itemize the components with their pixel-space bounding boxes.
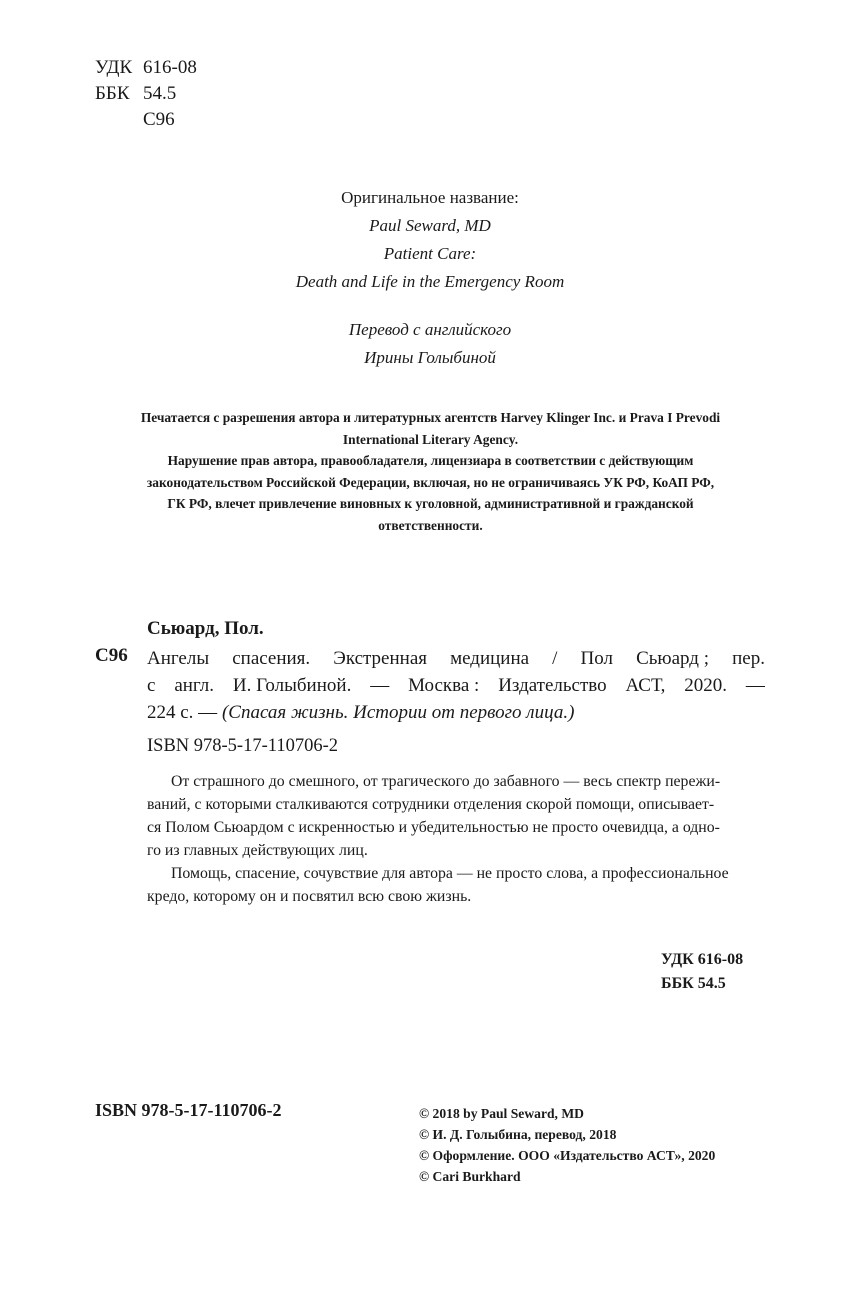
record-isbn: ISBN 978-5-17-110706-2 — [147, 736, 338, 756]
record-word: пер. — [732, 648, 765, 669]
original-title-line-1: Patient Care: — [383, 244, 477, 263]
udk-value: 616-08 — [143, 57, 197, 78]
record-word: спасения. — [232, 648, 311, 669]
record-description — [147, 645, 765, 726]
copyright-line: © 2018 by Paul Seward, MD — [419, 1106, 584, 1121]
udk-label: УДК — [95, 57, 133, 78]
record-word: — — [370, 675, 390, 696]
record-word: Издательство — [498, 675, 607, 696]
record-line-3 — [147, 699, 765, 726]
record-word: — — [745, 675, 765, 696]
abstract-line: кредо, которому он и посвятил всю свою жизнь. — [147, 888, 472, 905]
original-title-block — [0, 184, 845, 296]
legal-notice — [100, 407, 761, 537]
original-title-line-2: Death and Life in the Emergency Room — [295, 272, 565, 291]
record-word: Экстренная — [333, 648, 427, 669]
abstract-line: ваний, с которыми сталкиваются сотрудники отделения скорой помощи, описывает- — [147, 796, 715, 813]
copyright-line: © Оформление. ООО «Издательство АСТ», 2020 — [419, 1148, 716, 1163]
top-classification-codes — [95, 55, 197, 133]
record-word: АСТ, — [625, 675, 666, 696]
record-code: С96 — [95, 645, 128, 666]
record-word: с — [147, 675, 156, 696]
isbn-bottom: ISBN 978-5-17-110706-2 — [95, 1100, 282, 1120]
copyright-line: © Cari Burkhard — [419, 1169, 521, 1184]
legal-line: ГК РФ, влечет привлечение виновных к уголовной, административной и гражданской — [167, 496, 694, 512]
legal-line: ответственности. — [378, 517, 483, 533]
record-word: медицина — [450, 648, 530, 669]
record-line-2 — [147, 672, 765, 699]
abstract-line: От страшного до смешного, от трагического до забавного — весь спектр пережи- — [171, 773, 721, 790]
copyright-line: © И. Д. Голыбина, перевод, 2018 — [419, 1127, 617, 1142]
udk-row — [95, 55, 197, 81]
record-word: англ. — [174, 675, 214, 696]
record-word: Ангелы — [147, 648, 210, 669]
record-series: (Спасая жизнь. Истории от первого лица.) — [221, 702, 575, 723]
original-title-label: Оригинальное название: — [341, 188, 519, 207]
abstract-line: го из главных действующих лиц. — [147, 842, 368, 859]
record-author-heading: Сьюард, Пол. — [147, 618, 264, 639]
legal-line: Нарушение прав автора, правообладателя, лицензиара в соответствии с действующим — [167, 453, 694, 469]
record-pages: 224 с. — — [147, 702, 222, 723]
bbk-code: ББК 54.5 — [661, 975, 726, 992]
record-word: Москва : — [408, 675, 480, 696]
bbk-label: ББК — [95, 83, 130, 104]
record-word: Пол — [580, 648, 613, 669]
record-line-1 — [147, 645, 765, 672]
udk-code: УДК 616-08 — [661, 951, 744, 968]
translation-credit — [0, 316, 845, 372]
record-word: / — [552, 648, 558, 669]
translation-line-2: Ирины Голыбиной — [364, 348, 496, 367]
abstract-line: ся Полом Сьюардом с искренностью и убедительностью не просто очевидца, а одно- — [147, 819, 720, 836]
legal-line: законодательством Российской Федерации, включая, но не ограничиваясь УК РФ, КоАП РФ, — [146, 474, 715, 490]
abstract — [147, 770, 765, 908]
legal-line: International Literary Agency. — [342, 431, 519, 447]
bbk-row — [95, 81, 197, 107]
abstract-line: Помощь, спасение, сочувствие для автора — не просто слова, а профессиональное — [171, 865, 729, 882]
author-mark-row — [95, 107, 197, 133]
record-word: Сьюард ; — [636, 648, 710, 669]
record-word: 2020. — [684, 675, 728, 696]
translation-line-1: Перевод с английского — [348, 320, 512, 339]
copyright-block — [419, 1103, 715, 1187]
bbk-value: 54.5 — [143, 83, 177, 104]
author-mark: С96 — [143, 109, 175, 130]
record-word: И. Голыбиной. — [232, 675, 352, 696]
legal-line: Печатается с разрешения автора и литературных агентств Harvey Klinger Inc. и Prava I Prevodi — [140, 410, 721, 425]
classification-codes-right — [661, 948, 743, 996]
original-author: Paul Seward, MD — [369, 216, 491, 235]
